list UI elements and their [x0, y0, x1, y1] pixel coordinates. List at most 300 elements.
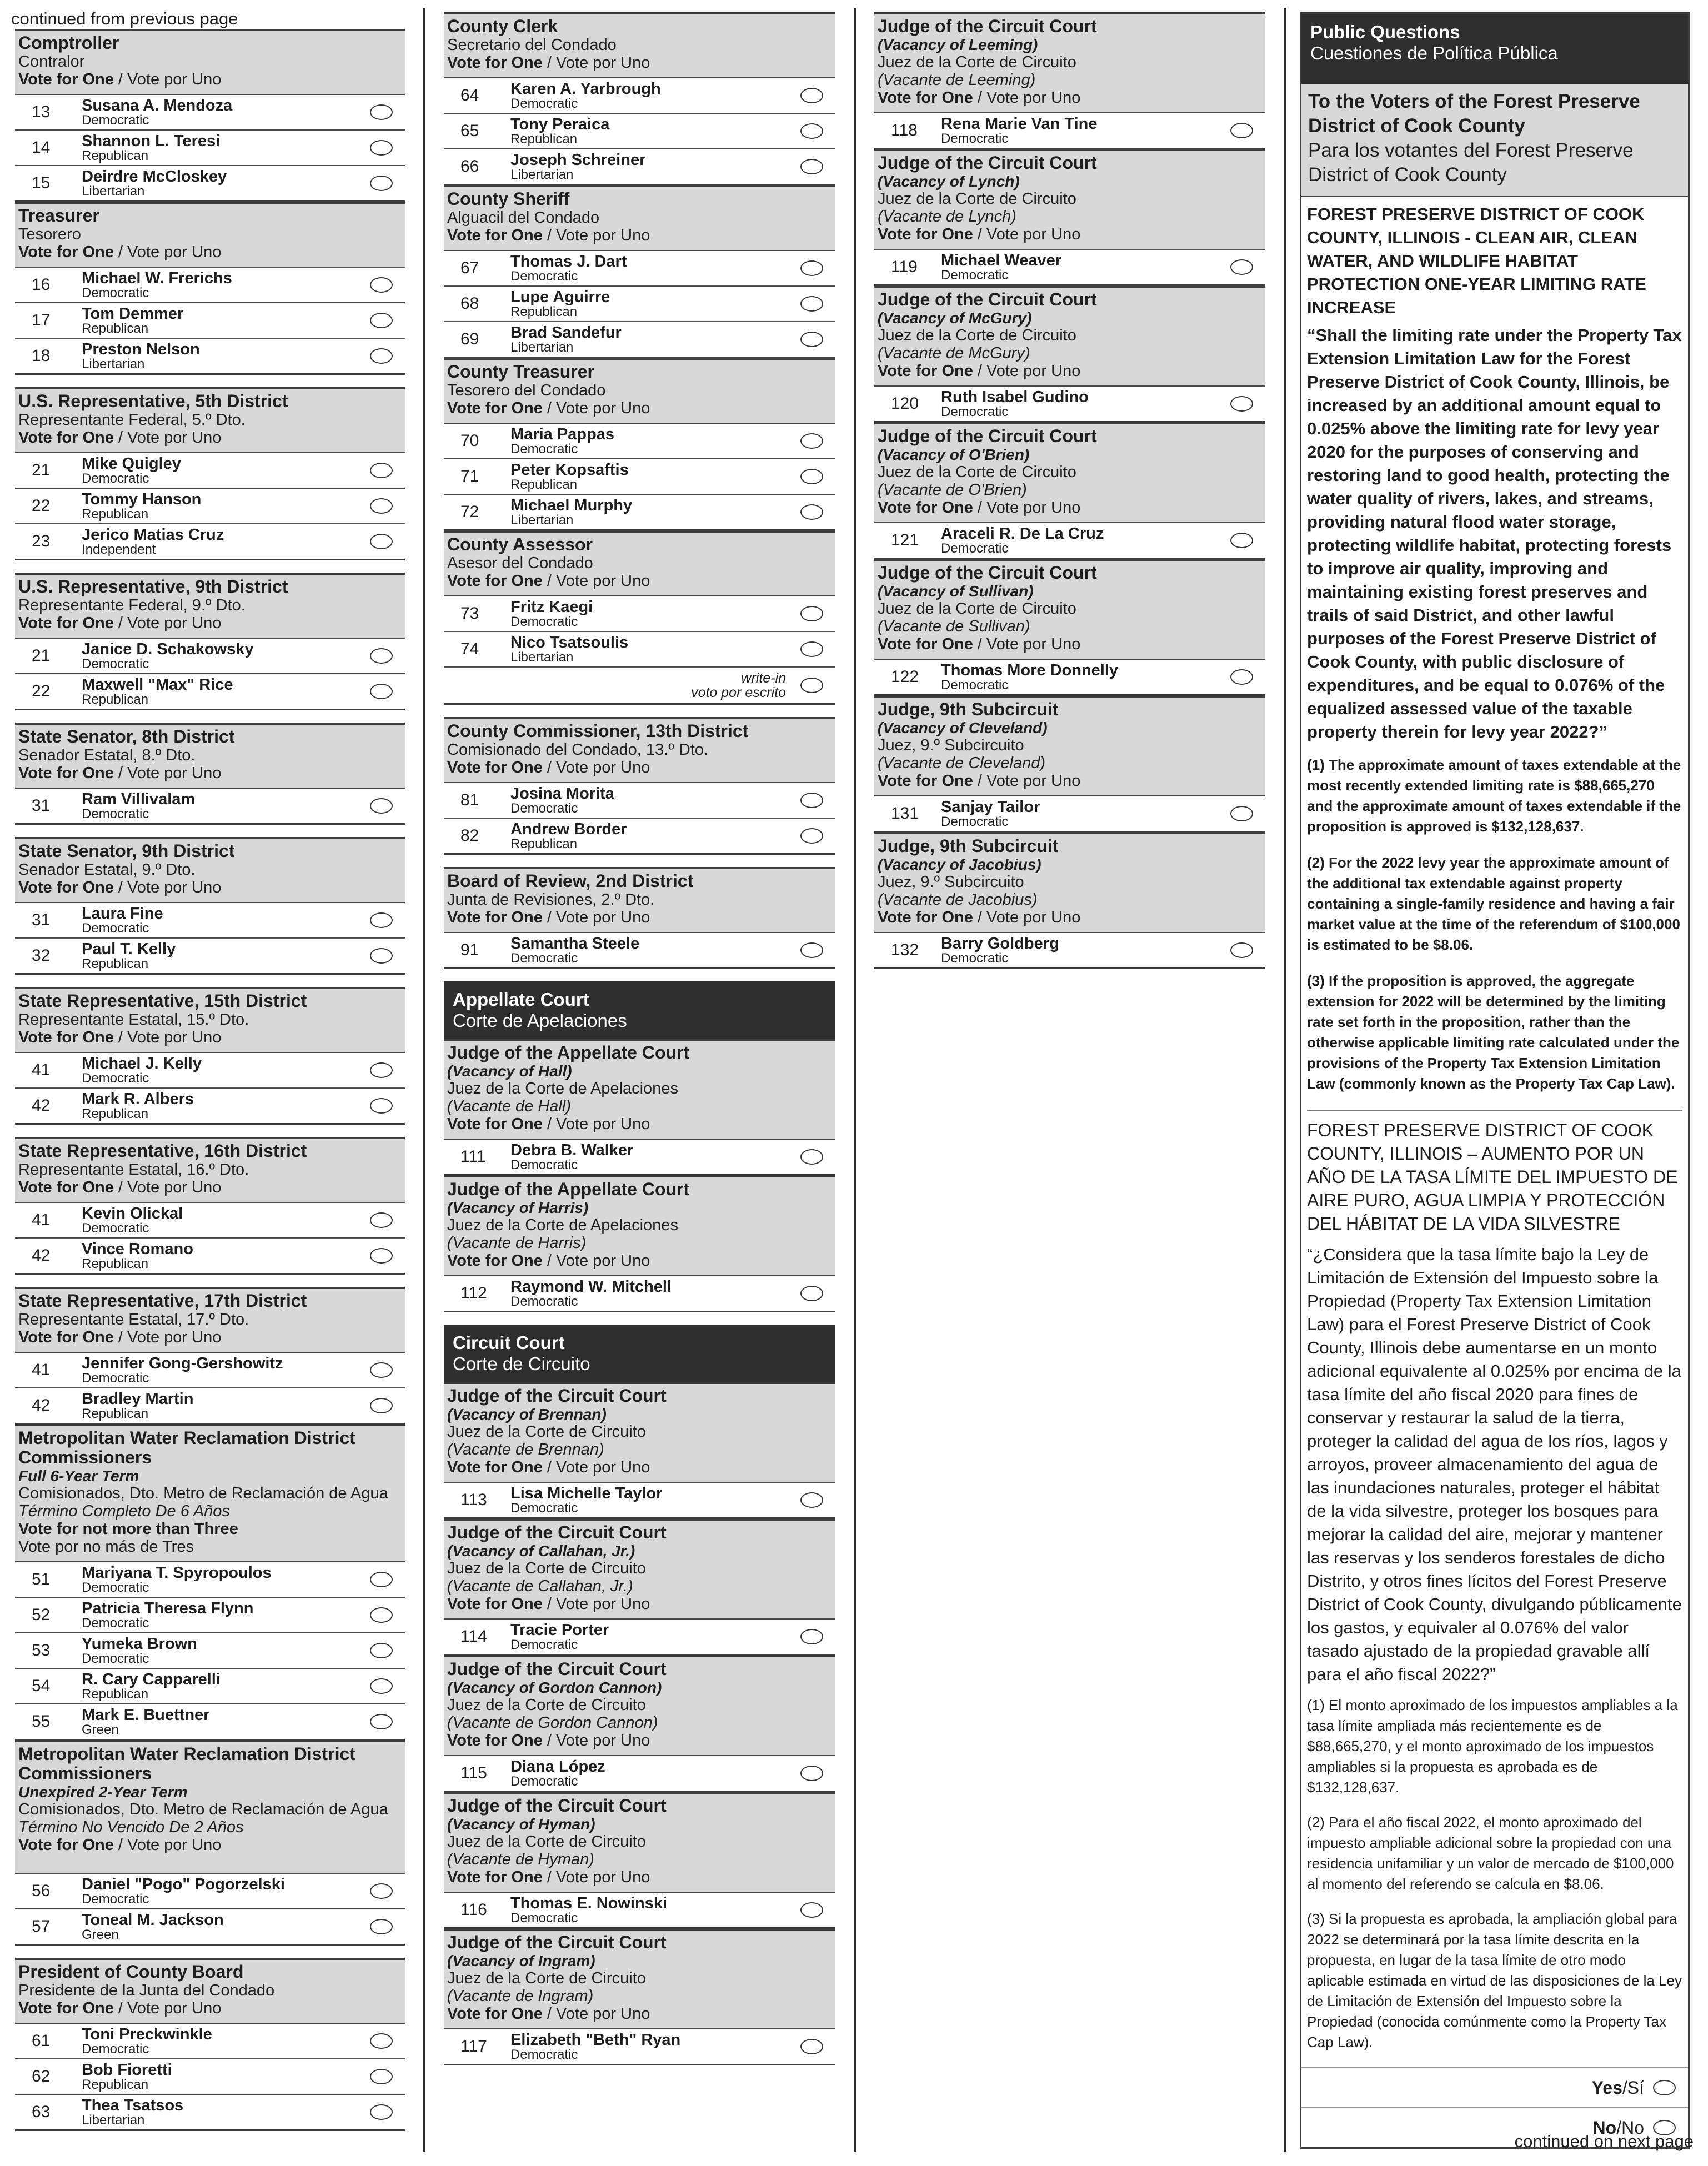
vote-oval[interactable]: [370, 798, 393, 814]
vote-oval[interactable]: [800, 1492, 823, 1508]
vote-oval[interactable]: [1230, 396, 1253, 412]
candidate-row[interactable]: [15, 1387, 405, 1423]
candidate-row[interactable]: [874, 249, 1265, 284]
vote-oval[interactable]: [370, 463, 393, 478]
public-questions-subtitle: Cuestiones de Política Pública: [1310, 43, 1558, 63]
vote-oval[interactable]: [1230, 669, 1253, 685]
vote-instruction-spanish: Vote por Uno: [556, 1732, 650, 1749]
contest-header: [15, 575, 405, 638]
vote-instruction-english: Vote for One: [18, 764, 114, 782]
candidate-info: [82, 1356, 370, 1385]
contest-box: [874, 696, 1265, 833]
vote-oval[interactable]: [800, 641, 823, 657]
contest-header: [874, 14, 1265, 112]
vote-oval[interactable]: [800, 1766, 823, 1781]
candidate-row[interactable]: [874, 522, 1265, 558]
candidate-row[interactable]: [15, 638, 405, 673]
candidate-name: Fritz Kaegi: [510, 598, 593, 616]
vote-oval[interactable]: [800, 1902, 823, 1918]
candidate-name: Sanjay Tailor: [941, 798, 1040, 816]
vote-oval[interactable]: [370, 1883, 393, 1899]
candidate-row[interactable]: [15, 788, 405, 823]
vote-oval[interactable]: [370, 2104, 393, 2120]
candidate-row[interactable]: [444, 782, 835, 818]
vote-oval[interactable]: [370, 348, 393, 364]
candidate-number: 18: [32, 347, 51, 365]
candidate-row[interactable]: [874, 795, 1265, 831]
contest-description: Unexpired 2-Year Term: [18, 1783, 188, 1801]
candidate-number: 69: [460, 330, 479, 348]
vote-oval[interactable]: [370, 2069, 393, 2084]
candidate-number: 81: [460, 791, 479, 809]
candidate-row[interactable]: [444, 494, 835, 529]
vote-instruction-spanish: Vote por Uno: [556, 759, 650, 776]
candidate-number: 17: [32, 311, 51, 329]
court-section-subtitle: Corte de Circuito: [453, 1353, 590, 1374]
public-questions-title: Public Questions: [1310, 22, 1460, 42]
contest-subtitle: Asesor del Condado: [447, 554, 593, 572]
contest-subtitle: Secretario del Condado: [447, 36, 617, 54]
candidate-info: [82, 641, 370, 671]
vote-instruction-spanish: Vote por Uno: [127, 879, 222, 896]
contest-title: Board of Review, 2nd District: [447, 871, 694, 891]
vote-instruction-english: Vote for One: [18, 1328, 114, 1346]
vote-oval[interactable]: [370, 534, 393, 549]
contest-description-spanish: (Vacante de McGury): [878, 344, 1030, 362]
vote-oval[interactable]: [370, 1643, 393, 1658]
candidate-info: [82, 456, 370, 485]
candidate-number: 56: [32, 1882, 51, 1900]
column-divider: [854, 8, 856, 2152]
candidate-number: 66: [460, 157, 479, 176]
candidate-info: [82, 306, 370, 335]
vote-instruction-english: Vote for One: [18, 1179, 114, 1196]
vote-oval[interactable]: [800, 469, 823, 484]
question-title-spanish: FOREST PRESERVE DISTRICT OF COOK COUNTY, ILLINOIS – AUMENTO POR UN AÑO DE LA TASA LÍMITE DEL IMPUESTO DE AIRE PURO, AGUA LIMPIA Y PROTECCIÓN DEL HÁBITAT DE LA VIDA SILVESTRE: [1307, 1110, 1682, 1235]
vote-oval[interactable]: [370, 648, 393, 664]
contest-header: [15, 204, 405, 267]
candidate-row[interactable]: [15, 1352, 405, 1387]
candidate-info: [82, 1636, 370, 1666]
candidate-row[interactable]: [444, 1618, 835, 1654]
candidate-row[interactable]: [15, 1908, 405, 1944]
candidate-number: 22: [32, 497, 51, 515]
vote-instruction: Vote for One / Vote por Uno: [878, 772, 1081, 790]
contest-header: [15, 1742, 405, 1873]
candidate-name: Maria Pappas: [510, 425, 614, 443]
contest-box: [874, 286, 1265, 423]
court-section-subtitle: Corte de Apelaciones: [453, 1010, 627, 1031]
candidate-info: [82, 342, 370, 371]
vote-instruction: Vote for One / Vote por Uno: [878, 499, 1081, 517]
candidate-row[interactable]: [444, 1139, 835, 1174]
contest-subtitle: Comisionados, Dto. Metro de Reclamación de Agua: [18, 1801, 388, 1818]
candidate-number: 64: [460, 86, 479, 104]
vote-oval[interactable]: [370, 1572, 393, 1587]
vote-oval[interactable]: [370, 684, 393, 699]
vote-oval[interactable]: [1230, 259, 1253, 275]
contest-header: [444, 719, 835, 782]
vote-instruction-english: Vote for One: [447, 227, 543, 244]
contest-header: [444, 1794, 835, 1892]
candidate-row[interactable]: [15, 673, 405, 709]
candidate-row[interactable]: [444, 631, 835, 666]
vote-oval[interactable]: [800, 828, 823, 844]
vote-oval[interactable]: [800, 296, 823, 312]
vote-oval[interactable]: [370, 1098, 393, 1114]
vote-oval[interactable]: [800, 2039, 823, 2054]
vote-instruction: Vote for One / Vote por Uno: [18, 614, 222, 632]
contest-subtitle: Juez de la Corte de Circuito: [878, 327, 1076, 344]
candidate-row[interactable]: [444, 932, 835, 967]
vote-oval[interactable]: [370, 1398, 393, 1413]
candidate-party: Republican: [82, 506, 149, 522]
candidate-row[interactable]: [444, 458, 835, 494]
write-in-oval[interactable]: [800, 678, 823, 693]
candidate-party: Democratic: [82, 1891, 149, 1907]
vote-oval[interactable]: [800, 793, 823, 808]
candidate-row[interactable]: [444, 1755, 835, 1791]
candidate-row[interactable]: [15, 2023, 405, 2058]
candidate-row[interactable]: [874, 659, 1265, 694]
candidate-row[interactable]: [444, 818, 835, 853]
candidate-row[interactable]: [15, 523, 405, 559]
vote-instruction-english: Vote for One: [447, 909, 543, 926]
candidate-row[interactable]: [15, 165, 405, 200]
candidate-name: Nico Tsatsoulis: [510, 633, 629, 651]
vote-instruction: Vote for One / Vote por Uno: [447, 759, 650, 776]
contest-header: [444, 1521, 835, 1618]
vote-oval[interactable]: [370, 277, 393, 293]
candidate-name: Tracie Porter: [510, 1621, 609, 1639]
vote-oval[interactable]: [800, 260, 823, 276]
candidate-number: 113: [460, 1491, 487, 1509]
contest-subtitle: Juez de la Corte de Circuito: [878, 463, 1076, 481]
candidate-row[interactable]: [444, 77, 835, 113]
answer-yes-row[interactable]: [1301, 2067, 1688, 2107]
candidate-number: 57: [32, 1917, 51, 1936]
vote-oval[interactable]: [370, 1714, 393, 1729]
vote-oval[interactable]: [800, 159, 823, 174]
candidate-info: [941, 389, 1230, 419]
vote-instruction: [18, 1520, 402, 1556]
contest-description: (Vacancy of Brennan): [447, 1406, 607, 1423]
candidate-row[interactable]: [874, 385, 1265, 421]
candidate-name: Thomas More Donnelly: [941, 661, 1119, 679]
candidate-party: Republican: [510, 304, 578, 319]
contest-description: (Vacancy of Harris): [447, 1199, 589, 1216]
question-note-1-english: (1) The approximate amount of taxes extendable at the most recently extended limiting rate is $88,665,270 and the approximate amount of taxes extendable if the proposition is approved is $132,128,637.: [1307, 756, 1681, 835]
vote-instruction-spanish: Vote por Uno: [127, 614, 222, 632]
candidate-row[interactable]: [15, 338, 405, 373]
vote-instruction-spanish: Vote por Uno: [556, 2005, 650, 2023]
candidate-row[interactable]: [15, 1703, 405, 1739]
candidate-row[interactable]: [444, 1482, 835, 1517]
candidate-row[interactable]: [444, 285, 835, 321]
contest-title: State Senator, 9th District: [18, 841, 235, 861]
candidate-party: Democratic: [82, 1615, 149, 1631]
contest-subtitle: Representante Estatal, 15.º Dto.: [18, 1011, 249, 1029]
vote-oval[interactable]: [370, 912, 393, 928]
vote-instruction-spanish: Vote por Uno: [986, 635, 1081, 653]
vote-oval[interactable]: [800, 1286, 823, 1301]
contest-box: [15, 387, 405, 560]
vote-oval[interactable]: [370, 1062, 393, 1078]
candidate-number: 22: [32, 682, 51, 700]
candidate-row[interactable]: [444, 595, 835, 631]
candidate-party: Democratic: [941, 404, 1009, 419]
contest-description: (Vacancy of Callahan, Jr.): [447, 1542, 635, 1560]
contest-title: County Clerk: [447, 16, 558, 36]
contest-description-spanish: (Vacante de Hall): [447, 1097, 571, 1115]
vote-oval[interactable]: [800, 1629, 823, 1644]
vote-instruction: Vote for One / Vote por Uno: [878, 909, 1081, 926]
contest-header: [15, 1426, 405, 1561]
candidate-party: Democratic: [82, 1070, 149, 1086]
candidate-info: [510, 821, 800, 851]
candidate-row[interactable]: [15, 267, 405, 302]
candidate-party: Democratic: [82, 470, 149, 486]
candidate-number: 42: [32, 1096, 51, 1115]
candidate-row[interactable]: [444, 148, 835, 184]
candidate-name: Bob Fioretti: [82, 2060, 172, 2079]
vote-oval[interactable]: [800, 88, 823, 103]
candidate-row[interactable]: [15, 1052, 405, 1087]
candidate-info: [82, 1056, 370, 1085]
ballot-column-1: [15, 12, 405, 2131]
contest-title: Judge of the Circuit Court: [878, 289, 1097, 309]
vote-oval[interactable]: [370, 2033, 393, 2049]
vote-instruction: Vote for One / Vote por Uno: [447, 909, 650, 926]
candidate-party: Libertarian: [510, 167, 574, 182]
candidate-party: Democratic: [941, 950, 1009, 966]
vote-oval[interactable]: [370, 948, 393, 964]
yes-oval[interactable]: [1653, 2080, 1676, 2095]
candidate-name: Deirdre McCloskey: [82, 167, 227, 185]
vote-oval[interactable]: [370, 1248, 393, 1264]
contest-description-spanish: Término Completo De 6 Años: [18, 1502, 230, 1520]
contest-description: (Vacancy of McGury): [878, 309, 1032, 327]
contest-description-spanish: (Vacante de Brennan): [447, 1441, 604, 1458]
candidate-name: Preston Nelson: [82, 340, 200, 358]
vote-oval[interactable]: [370, 1212, 393, 1228]
candidate-info: [82, 1241, 370, 1271]
candidate-name: Laura Fine: [82, 904, 163, 922]
vote-oval[interactable]: [800, 606, 823, 621]
vote-instruction: Vote for One / Vote por Uno: [878, 362, 1081, 380]
vote-oval[interactable]: [800, 942, 823, 958]
contest-title: State Representative, 16th District: [18, 1141, 307, 1161]
candidate-party: Green: [82, 1722, 119, 1737]
candidate-party: Republican: [510, 131, 578, 147]
candidate-info: [82, 2027, 370, 2056]
contest-header: [874, 834, 1265, 932]
vote-oval[interactable]: [370, 1607, 393, 1623]
candidate-name: Shannon L. Teresi: [82, 132, 221, 150]
vote-oval[interactable]: [800, 123, 823, 139]
contest-subtitle: Juez de la Corte de Circuito: [447, 1696, 646, 1714]
vote-instruction: Vote for One / Vote por Uno: [18, 429, 222, 447]
candidate-row[interactable]: [15, 1561, 405, 1597]
candidate-party: Republican: [510, 836, 578, 851]
vote-oval[interactable]: [1230, 123, 1253, 138]
candidate-row[interactable]: [444, 321, 835, 357]
candidate-info: [510, 1142, 800, 1172]
candidate-number: 15: [32, 174, 51, 192]
vote-instruction-spanish: Vote por Uno: [127, 1029, 222, 1046]
vote-oval[interactable]: [800, 433, 823, 449]
column-divider: [423, 8, 425, 2152]
candidate-row[interactable]: [15, 94, 405, 129]
vote-oval[interactable]: [1230, 806, 1253, 821]
vote-instruction-spanish: Vote por Uno: [556, 54, 650, 72]
vote-oval[interactable]: [370, 313, 393, 328]
candidate-name: Patricia Theresa Flynn: [82, 1599, 254, 1617]
candidate-row[interactable]: [444, 1892, 835, 1927]
vote-oval[interactable]: [800, 504, 823, 520]
candidate-row[interactable]: [15, 1202, 405, 1237]
vote-oval[interactable]: [370, 104, 393, 120]
candidate-row[interactable]: [15, 452, 405, 488]
contest-subtitle: Alguacil del Condado: [447, 209, 600, 227]
public-questions-header: [1301, 14, 1688, 84]
candidate-info: [510, 1279, 800, 1308]
candidate-name: Michael J. Kelly: [82, 1054, 202, 1072]
candidate-number: 111: [460, 1147, 486, 1166]
continued-on-next-note: continued on next page: [1514, 2132, 1694, 2151]
contest-header: [15, 725, 405, 788]
candidate-number: 74: [460, 640, 479, 658]
contest-title: County Sheriff: [447, 189, 570, 209]
candidate-row[interactable]: [444, 113, 835, 148]
contest-header: [444, 1384, 835, 1482]
vote-instruction-english: Vote for One: [447, 1115, 543, 1133]
candidate-name: Brad Sandefur: [510, 323, 622, 342]
candidate-row[interactable]: [15, 2094, 405, 2129]
candidate-row[interactable]: [444, 250, 835, 285]
contest-title: President of County Board: [18, 1962, 244, 1982]
vote-instruction-spanish: Vote por Uno: [127, 243, 222, 261]
contest-title: Metropolitan Water Reclamation District Commissioners: [18, 1428, 355, 1467]
vote-oval[interactable]: [370, 498, 393, 514]
candidate-row[interactable]: [874, 932, 1265, 967]
contest-box: [874, 149, 1265, 286]
candidate-row[interactable]: [15, 937, 405, 973]
candidate-info: [510, 325, 800, 354]
vote-oval[interactable]: [370, 140, 393, 156]
vote-oval[interactable]: [370, 1362, 393, 1378]
vote-instruction-english: Vote for One: [18, 429, 114, 447]
question-note-2-spanish: (2) Para el año fiscal 2022, el monto aproximado del impuesto ampliable adicional sobre la propiedad con una residencia unifamiliar y un valor de mercado de $100,000 al momento del referendo se calcula en $8.06.: [1307, 1814, 1674, 1892]
candidate-number: 65: [460, 122, 479, 140]
candidate-row[interactable]: [444, 423, 835, 458]
candidate-number: 71: [460, 467, 479, 485]
vote-oval[interactable]: [1230, 533, 1253, 548]
contest-header: [444, 14, 835, 77]
candidate-party: Democratic: [510, 1157, 578, 1172]
candidate-name: Thomas E. Nowinski: [510, 1894, 667, 1912]
candidate-number: 41: [32, 1361, 51, 1379]
vote-oval[interactable]: [370, 1678, 393, 1694]
candidate-info: [82, 270, 370, 300]
candidate-row[interactable]: [15, 1873, 405, 1908]
contest-box: [444, 1519, 835, 1656]
vote-instruction-spanish: Vote por Uno: [127, 1836, 222, 1854]
candidate-name: Paul T. Kelly: [82, 940, 176, 958]
candidate-number: 31: [32, 911, 51, 929]
candidate-number: 91: [460, 941, 479, 959]
write-in-row[interactable]: [444, 666, 835, 703]
contest-title: County Commissioner, 13th District: [447, 721, 749, 741]
candidate-row[interactable]: [15, 1597, 405, 1632]
vote-instruction-spanish: Vote por Uno: [556, 572, 650, 590]
candidate-row[interactable]: [874, 112, 1265, 148]
candidate-number: 61: [32, 2032, 51, 2050]
candidate-name: Ruth Isabel Gudino: [941, 388, 1089, 406]
candidate-row[interactable]: [444, 2028, 835, 2064]
candidate-info: [510, 1622, 800, 1652]
contest-header: [874, 698, 1265, 795]
candidate-party: Republican: [82, 1256, 149, 1271]
candidate-row[interactable]: [15, 2058, 405, 2094]
vote-oval[interactable]: [800, 1149, 823, 1165]
vote-instruction-english: Vote for not more than Three: [18, 1520, 238, 1538]
candidate-row[interactable]: [15, 129, 405, 165]
court-section-title: Appellate Court: [453, 989, 589, 1010]
candidate-row[interactable]: [15, 1668, 405, 1703]
contest-description-spanish: (Vacante de O'Brien): [878, 481, 1027, 499]
continued-from-previous-note: continued from previous page: [11, 9, 238, 28]
candidate-row[interactable]: [15, 488, 405, 523]
vote-oval[interactable]: [1230, 942, 1253, 958]
candidate-number: 55: [32, 1712, 51, 1731]
contest-box: [874, 559, 1265, 696]
contest-box: [444, 867, 835, 969]
contest-description-spanish: (Vacante de Sullivan): [878, 618, 1030, 635]
candidate-row[interactable]: [15, 1632, 405, 1668]
candidate-party: Democratic: [941, 540, 1009, 556]
vote-instruction-spanish: Vote por Uno: [986, 89, 1081, 107]
contest-subtitle: Juez de la Corte de Circuito: [447, 1969, 646, 1987]
vote-oval[interactable]: [370, 1919, 393, 1934]
contest-title: County Assessor: [447, 534, 593, 554]
contest-title: U.S. Representative, 9th District: [18, 576, 288, 596]
contest-title: Judge of the Circuit Court: [878, 426, 1097, 446]
candidate-row[interactable]: [15, 902, 405, 937]
vote-oval[interactable]: [800, 332, 823, 347]
candidate-row[interactable]: [15, 302, 405, 338]
contest-header: [444, 1041, 835, 1139]
question-note-3-spanish: (3) Si la propuesta es aprobada, la ampliación global para 2022 se determinará por la tasa límite descrita en la propuesta, en lugar de la tasa límite de otro modo aplicable estimada en virtud de las disposiciones de la Ley de Limitación de Extensión del Impuesto sobre la Propiedad (conocida comúnmente como la Property Tax Cap Law).: [1307, 1911, 1682, 2050]
candidate-row[interactable]: [444, 1275, 835, 1311]
candidate-party: Democratic: [82, 1651, 149, 1666]
contest-subtitle: Tesorero del Condado: [447, 382, 606, 399]
candidate-party: Green: [82, 1927, 119, 1942]
candidate-info: [82, 1206, 370, 1235]
contest-description-spanish: (Vacante de Lynch): [878, 208, 1016, 225]
candidate-party: Democratic: [82, 806, 149, 821]
answer-no-label: No/No: [1592, 2117, 1644, 2138]
candidate-name: Toni Preckwinkle: [82, 2025, 212, 2043]
vote-oval[interactable]: [370, 176, 393, 191]
candidate-row[interactable]: [15, 1237, 405, 1273]
contest-description-spanish: (Vacante de Hyman): [447, 1851, 594, 1868]
contest-description-spanish: (Vacante de Harris): [447, 1234, 587, 1252]
contest-header: [444, 869, 835, 932]
vote-instruction-english: Vote for One: [447, 759, 543, 776]
candidate-info: [510, 635, 800, 664]
candidate-row[interactable]: [15, 1087, 405, 1123]
